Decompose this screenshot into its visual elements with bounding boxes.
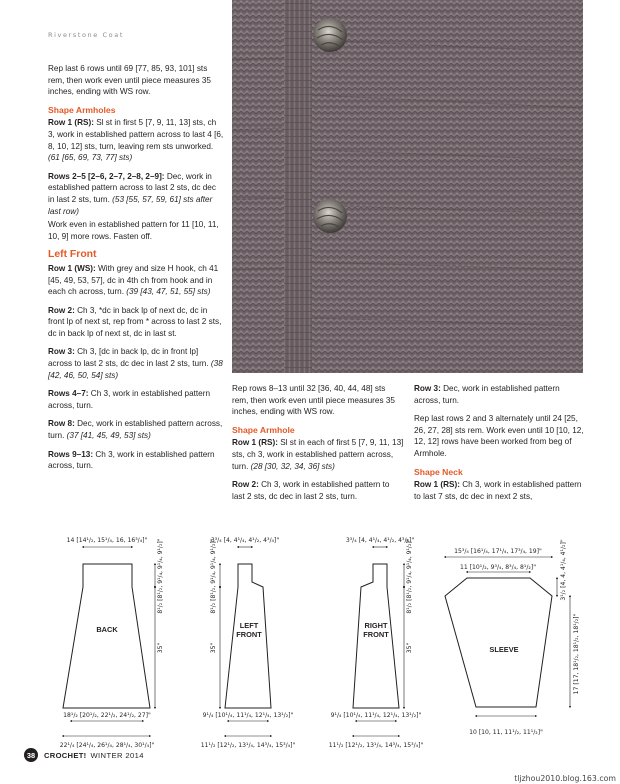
- back-outline: [63, 564, 150, 708]
- right-front-waist-width: 9¹/₄ [10¹/₄, 11¹/₄, 12¹/₄, 13¹/₂]": [330, 712, 422, 719]
- right-front-length: 35": [406, 642, 413, 654]
- watermark: tljzhou2010.blog.163.com: [514, 774, 616, 783]
- lf-row-1: Row 1 (WS): With grey and size H hook, ch 41 [45, 49, 53, 57], dc in 4th ch from hook and in each ch across, turn. (39 [43, 47, 51, 55] sts): [48, 263, 219, 297]
- back-rows-2-5: Rows 2–5 [2–6, 2–7, 2–8, 2–9]: Dec, work in established pattern across to last 2 sts, dc dec in last 2 sts, turn. (53 [55, 57, 59, 61] sts after last row): [48, 171, 216, 216]
- sleeve-top-width: 15³/₄ [16¹/₄, 17¹/₄, 17³/₄, 19]": [454, 548, 542, 555]
- page-footer: [24, 748, 144, 762]
- lf-row-3: Row 3: Ch 3, [dc in back lp, dc in front lp] across to last 2 sts, dc dec in last 2 sts, turn. (38 [42, 46, 50, 54] sts): [48, 347, 223, 380]
- shape-neck-heading: Shape Neck: [414, 466, 463, 477]
- back-label: BACK: [96, 625, 118, 634]
- garment-photo: [232, 0, 583, 373]
- back-row-1: Row 1 (RS): Sl st in first 5 [7, 9, 11, 13] sts, ch 3, work in established pattern across to last 4 [6, 8, 10, 12] sts, turn, leaving rem sts unworked. (61 [65, 69, 73, 77] sts): [48, 118, 224, 163]
- left-front-hem-width: 11¹/₂ [12¹/₂, 13¹/₄, 14³/₄, 15³/₄]": [200, 742, 296, 749]
- right-front-label-2: FRONT: [363, 630, 389, 639]
- left-front-armhole-depth: 8¹/₂ [8¹/₂, 9¹/₄, 9¹/₄, 9¹/₂]": [210, 538, 217, 614]
- sleeve-cap-height: 3¹/₂ [4, 4, 4¹/₄, 4¹/₂]": [560, 539, 567, 601]
- lf-intro: Rep rows 8–13 until 32 [36, 40, 44, 48] sts rem, then work even until piece measures 35 inches, ending with WS row.: [232, 384, 395, 417]
- sleeve-length: 17 [17, 18¹/₂, 18¹/₂, 18¹/₂]": [573, 613, 580, 695]
- shape-armholes-heading: Shape Armholes: [48, 104, 116, 115]
- left-front-length: 35": [210, 642, 217, 654]
- lf-rows-9-13: Rows 9–13: Ch 3, work in established pattern across, turn.: [48, 449, 215, 471]
- back-length: 35": [157, 642, 164, 654]
- lf-armhole-row-2: Row 2: Ch 3, work in established pattern to last 2 sts, dc dec in last 2 sts, turn.: [232, 480, 390, 501]
- sleeve-cuff-width: 10 [10, 11, 11¹/₂, 11¹/₂]": [469, 729, 543, 736]
- back-work-even: Work even in established pattern for 11 [10, 11, 10, 9] more rows. Fasten off.: [48, 220, 219, 241]
- left-front-label-2: FRONT: [236, 630, 262, 639]
- left-front-label-1: LEFT: [239, 621, 259, 630]
- instructions-column-2: [232, 383, 404, 509]
- right-front-hem-width: 11¹/₂ [12¹/₂, 13¹/₄, 14³/₄, 15³/₄]": [328, 742, 424, 749]
- right-front-armhole-depth: 8¹/₂ [8¹/₂, 9¹/₄, 9¹/₄, 9¹/₂]": [406, 538, 413, 614]
- page-header-title: Riverstone Coat: [48, 31, 124, 39]
- button-bottom-icon: [313, 199, 347, 233]
- lf-row-2: Row 2: Ch 3, *dc in back lp of next dc, dc in front lp of next st, rep from * across to last 2 sts, dc in back lp of next st, dc in last st.: [48, 305, 222, 338]
- page-number: 38: [24, 748, 38, 762]
- lf-armhole-row-3: Row 3: Dec, work in established pattern across, turn.: [414, 384, 560, 405]
- instructions-column-1: [48, 63, 224, 479]
- left-front-heading: Left Front: [48, 249, 97, 261]
- instructions-column-3: [414, 383, 586, 509]
- lf-row-8: Row 8: Dec, work in established pattern across, turn. (37 [41, 45, 49, 53] sts): [48, 419, 223, 441]
- button-top-icon: [313, 18, 347, 52]
- magazine-name: CROCHET!: [44, 750, 87, 760]
- schematic-diagrams: [0, 520, 620, 752]
- lf-neck-row-1: Row 1 (RS): Ch 3, work in established pattern to last 7 sts, dc dec in next 2 sts,: [414, 480, 582, 501]
- shape-armhole-heading: Shape Armhole: [232, 424, 295, 435]
- lf-rows-4-7: Rows 4–7: Ch 3, work in established pattern across, turn.: [48, 389, 211, 410]
- crochet-fabric-image: [232, 0, 583, 373]
- right-front-top-width: 3³/₄ [4, 4¹/₄, 4¹/₂, 4³/₄]": [345, 537, 415, 544]
- back-armhole-depth: 8¹/₂ [8¹/₂, 9¹/₄, 9¹/₄, 9¹/₂]": [157, 538, 164, 614]
- back-hem-width: 22¹/₄ [24¹/₄, 26¹/₄, 28¹/₄, 30¹/₄]": [59, 742, 155, 749]
- back-waist-width: 18¹/₂ [20¹/₂, 22¹/₂, 24¹/₂, 27]": [63, 712, 151, 719]
- lf-armhole-row-1: Row 1 (RS): Sl st in each of first 5 [7, 9, 11, 13] sts, ch 3, work in established pattern across, turn. (28 [30, 32, 34, 36] sts): [232, 438, 404, 471]
- back-intro: Rep last 6 rows until 69 [77, 85, 93, 101] sts rem, then work even until piece measures 35 inches, ending with WS row.: [48, 64, 211, 97]
- lf-armhole-rep: Rep last rows 2 and 3 alternately until 24 [25, 26, 27, 28] sts rem. Work even until 10 [10, 12, 12, 12] rows have been worked from beg of Armhole.: [414, 414, 584, 458]
- back-top-width: 14 [14¹/₂, 15¹/₄, 16, 16³/₄]": [66, 537, 148, 544]
- sleeve-cap-width: 11 [10¹/₂, 9³/₄, 8³/₄, 8¹/₂]": [459, 564, 537, 571]
- sleeve-outline: [445, 578, 552, 707]
- left-front-waist-width: 9¹/₄ [10¹/₄, 11¹/₄, 12¹/₄, 13¹/₂]": [202, 712, 294, 719]
- issue-label: WINTER 2014: [90, 750, 144, 760]
- left-front-top-width: 3³/₄ [4, 4¹/₄, 4¹/₂, 4³/₄]": [210, 537, 280, 544]
- right-front-label-1: RIGHT: [364, 621, 388, 630]
- sleeve-label: SLEEVE: [489, 645, 519, 654]
